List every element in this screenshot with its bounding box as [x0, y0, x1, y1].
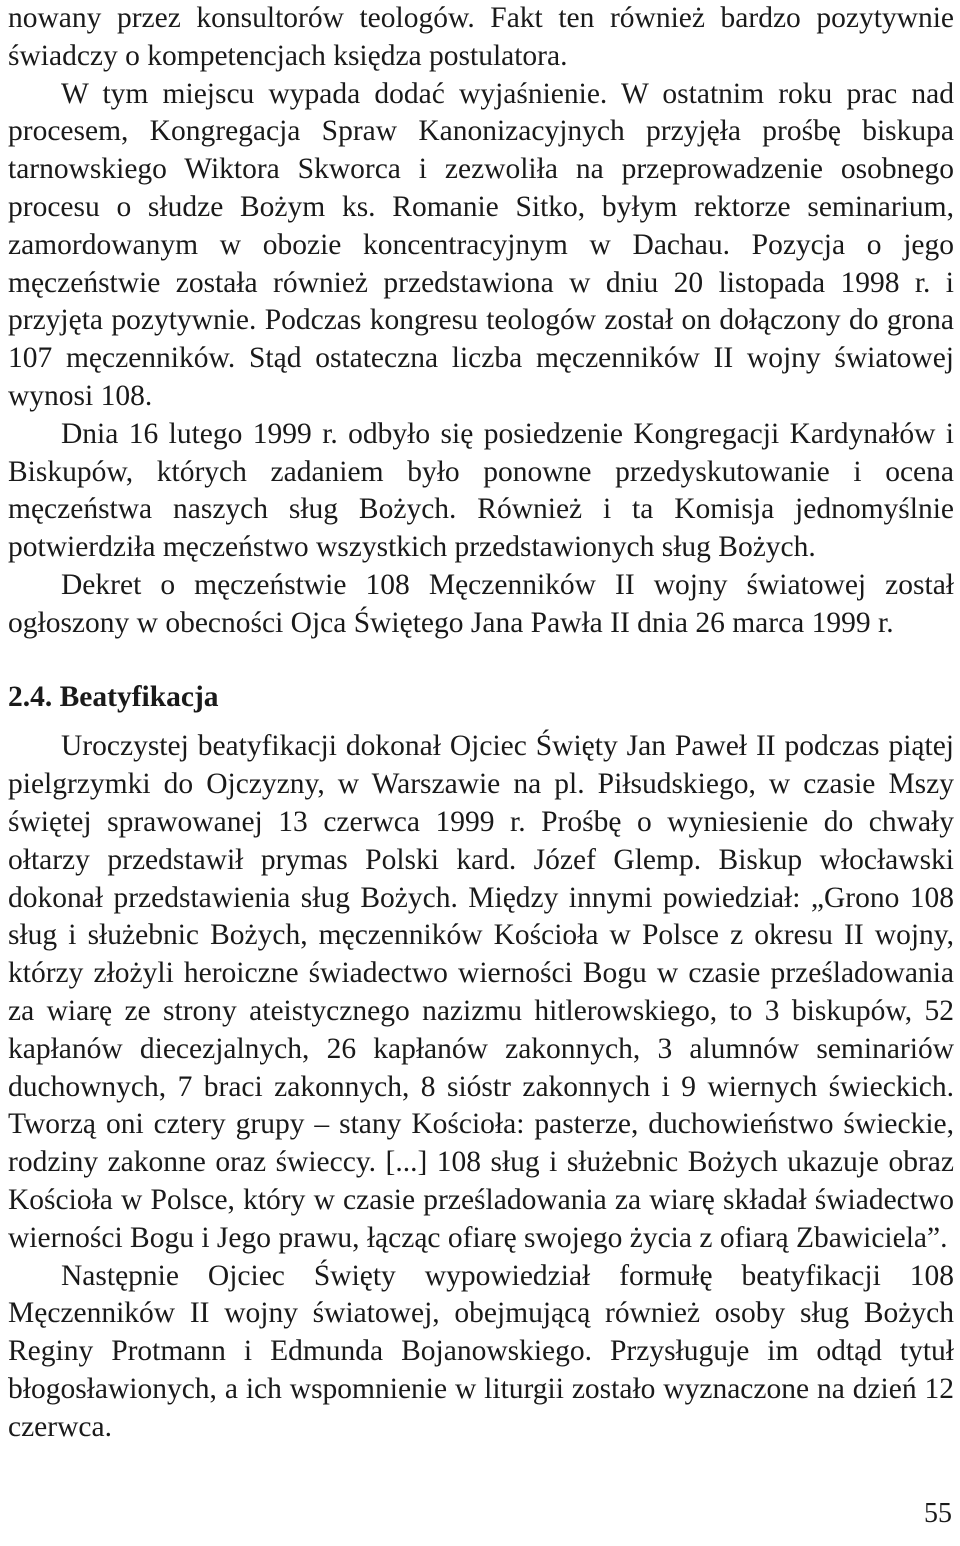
page-number: 55	[924, 1498, 952, 1529]
section-title: Beatyfikacja	[59, 680, 219, 713]
heading-gap	[8, 716, 954, 728]
paragraph: Uroczystej beatyfikacji dokonał Ojciec Święty Jan Paweł II podczas piątej pielgrzymki do Ojczyzny, w Warszawie na pl. Piłsudskiego, w czasie Mszy świętej sprawowanej 13 czerwca 1999 r. Prośbę o wyniesienie do chwały ołtarzy przedstawił prymas Polski kard. Józef Glemp. Biskup włocławski dokonał przedstawienia sług Bożych. Między innymi powiedział: „Grono 108 sług i służebnic Bożych, męczenników Kościoła w Polsce z okresu II wojny, którzy złożyli heroiczne świadectwo wierności Bogu w czasie prześladowania za wiarę ze strony ateistycznego nazizmu hitlerowskiego, to 3 biskupów, 52 kapłanów diecezjalnych, 26 kapłanów zakonnych, 3 alumnów seminariów duchownych, 7 braci zakonnych, 8 sióstr zakonnych i 9 wiernych świeckich. Tworzą oni cztery grupy – stany Kościoła: pasterze, duchowieństwo świeckie, rodziny zakonne oraz świeccy. [...] 108 sług i służebnic Bożych ukazuje obraz Kościoła w Polsce, który w czasie prześladowania za wiarę składał świadectwo wierności Bogu i Jego prawu, łącząc ofiarę swojego życia z ofiarą Zbawiciela”.	[8, 730, 954, 1254]
paragraph: Dnia 16 lutego 1999 r. odbyło się posiedzenie Kongregacji Kardynałów i Biskupów, których zadaniem było ponowne przedyskutowanie i ocena męczeństwa naszych sług Bożych. Również i ta Komisja jednomyślnie potwierdziła męczeństwo wszystkich przedstawionych sług Bożych.	[8, 417, 954, 564]
paragraph: nowany przez konsultorów teologów. Fakt ten również bardzo pozytywnie świadczy o kompetencjach księdza postulatora.	[8, 2, 954, 72]
section-number: 2.4.	[8, 680, 53, 713]
section-heading	[8, 679, 954, 717]
paragraph: Dekret o męczeństwie 108 Męczenników II wojny światowej został ogłoszony w obecności Ojca Świętego Jana Pawła II dnia 26 marca 1999 r.	[8, 568, 954, 639]
section-gap	[8, 643, 954, 679]
paragraph: Następnie Ojciec Święty wypowiedział formułę beatyfikacji 108 Męczenników II wojny światowej, obejmującą również osoby sług Bożych Reginy Protmann i Edmunda Bojanowskiego. Przysługuje im odtąd tytuł błogosławionych, a ich wspomnienie w liturgii zostało wyznaczone na dzień 12 czerwca.	[8, 1259, 954, 1443]
paragraph: W tym miejscu wypada dodać wyjaśnienie. W ostatnim roku prac nad procesem, Kongregacja Spraw Kanonizacyjnych przyjęła prośbę biskupa tarnowskiego Wiktora Skworca i zezwoliła na przeprowadzenie osobnego procesu o słudze Bożym ks. Romanie Sitko, byłym rektorze seminarium, zamordowanym w obozie koncentracyjnym w Dachau. Pozycja o jego męczeństwie została również przedstawiona w dniu 20 listopada 1998 r. i przyjęta pozytywnie. Podczas kongresu teologów został on dołączony do grona 107 męczenników. Stąd ostateczna liczba męczenników II wojny światowej wynosi 108.	[8, 77, 954, 412]
page-body	[8, 0, 954, 1446]
